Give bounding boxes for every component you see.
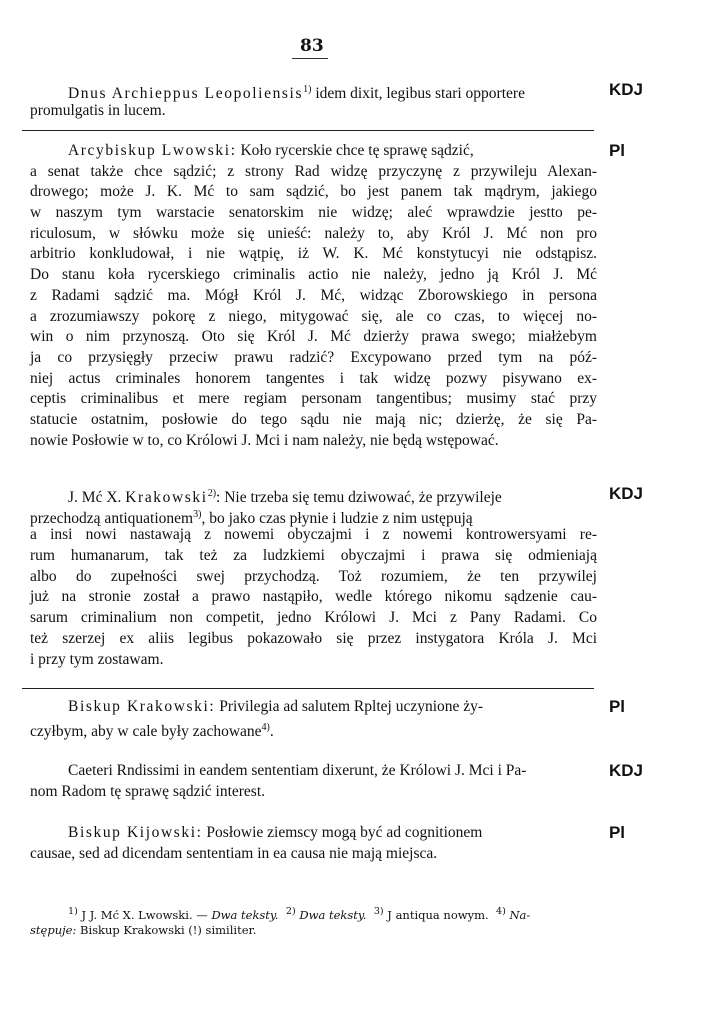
- text-line: [30, 80, 643, 103]
- line-text: Koło rycerskie chce tę sprawę sądzić,: [236, 142, 474, 159]
- paragraph-caeteri: [30, 761, 643, 802]
- text-line: już na stronie został a prawo nastąpiło, wedle którego nikomu sądzenie cau-: [30, 588, 597, 606]
- paragraph-x-krakowski: [30, 484, 643, 670]
- text-line: statucie ostatnim, posłowie do tego sądu nie mają nic; dzierżę, że się Pa-: [30, 410, 597, 428]
- page-number-rule: [292, 58, 328, 59]
- footnote-text: J antiqua nowym.: [383, 907, 489, 922]
- text-line: sarum criminalium non competit, jedno Królowi J. Mci z Pany Radami. Co: [30, 609, 597, 627]
- paragraph-biskup-krakowski: [30, 697, 625, 740]
- speaker-name: Biskup Krakowski:: [68, 698, 216, 715]
- margin-marker: Pl: [608, 697, 625, 716]
- footnote-ref: 2): [207, 488, 217, 499]
- line-text: .: [269, 722, 274, 740]
- paragraph-biskup-kijowski: [30, 823, 625, 864]
- text-line: Do stanu koła rycerskiego criminalis actio nie należy, jedno ją Król J. Mć: [30, 266, 597, 284]
- page-number: 83: [300, 36, 324, 56]
- footnote-mark: 3): [373, 906, 384, 917]
- footnote-italic: stępuje:: [30, 923, 77, 937]
- text-line: causae, sed ad dicendam sententiam in ea causa nie mają miejsca.: [30, 844, 438, 862]
- line-text: Posłowie ziemscy mogą być ad cognitionem: [202, 824, 483, 841]
- speaker-prefix: J. Mć X.: [68, 489, 126, 507]
- text-line: ja co przysięgły przeciw prawu radzić? Excypowano przed tym na póź-: [30, 348, 597, 366]
- footnote-italic: Dwa teksty.: [211, 907, 279, 922]
- margin-marker: Pl: [608, 823, 625, 842]
- separator-rule: [22, 688, 594, 689]
- line-text: Privilegia ad salutem Rpltej uczynione ży-: [215, 698, 484, 715]
- separator-rule: [22, 130, 594, 131]
- text-line: arbitrio konkludował, i nie wątpię, iż W. K. Mć konstytucyi nie odstąpisz.: [30, 245, 597, 263]
- text-line: z Radami sądzić ma. Mógł Król J. Mć, widząc Zborowskiego in persona: [30, 286, 597, 304]
- text-line: promulgatis in lucem.: [30, 101, 166, 119]
- text-line: [30, 505, 597, 526]
- footnote-italic: Na-: [509, 907, 531, 922]
- speaker-name: Biskup Kijowski:: [68, 824, 203, 841]
- text-line: [30, 718, 597, 739]
- margin-marker: KDJ: [608, 484, 643, 503]
- footnote-mark: 4): [495, 906, 506, 917]
- margin-marker: KDJ: [608, 80, 643, 99]
- text-line: niej actus criminales honorem tangentes i tak widzę pozwy pisywano ex-: [30, 369, 597, 387]
- text-line: a senat także chce sądzić; z strony Rad widzę przyczynę z przywileju Alexan-: [30, 162, 597, 180]
- margin-marker: KDJ: [608, 761, 643, 780]
- line-text: przechodzą antiquationem: [30, 509, 194, 527]
- footnote-line: [68, 902, 595, 921]
- paragraph-archbishop-lwow: [30, 141, 625, 451]
- line-text: , bo jako czas płynie i ludzie z nim ustępują: [201, 509, 473, 527]
- text-line: [30, 823, 625, 844]
- text-line: drowego; może J. K. Mć to sam sądzić, bo jest panem tak mądrym, jakiego: [30, 183, 597, 201]
- speaker-name: Dnus Archieppus Leopoliensis: [68, 85, 304, 103]
- footnote-text: J J. Mć X. Lwowski. —: [77, 907, 212, 922]
- line-text: idem dixit, legibus stari opportere: [311, 85, 525, 103]
- text-line: i przy tym zostawam.: [30, 650, 164, 668]
- text-line: win o nim przynoszą. Oto się Król J. Mć dzierży prawa swego; miałżebym: [30, 328, 597, 346]
- footnote-line: [30, 921, 595, 940]
- text-line: a insi nowi nastawają z nowemi obyczajmi i z nowemi kontrowersyami re-: [30, 526, 597, 544]
- text-line: [30, 484, 643, 507]
- text-line: ceptis criminalibus et mere regiam personam tangentibus; musimy stać przy: [30, 390, 597, 408]
- footnote-text: Biskup Krakowski (!) similiter.: [76, 923, 257, 937]
- text-line: nowie Posłowie w to, co Królowi J. Mci i nam należy, nie będą wstępować.: [30, 431, 499, 449]
- footnote-ref: 1): [303, 84, 312, 95]
- text-line: [30, 697, 625, 718]
- text-line: [30, 761, 643, 782]
- margin-marker: Pl: [608, 141, 625, 160]
- text-line: [30, 141, 625, 162]
- footnote-mark: 2): [285, 906, 296, 917]
- text-line: w naszym tym warstacie senatorskim nie widzę; aleć wprawdzie jestto pe-: [30, 204, 597, 222]
- line-text: Caeteri Rndissimi in eandem sententiam dixerunt, że Królowi J. Mci i Pa-: [68, 762, 527, 779]
- text-line: a zrozumiawszy pokorę z niego, mitygować się, ale co czas, to więcej no-: [30, 307, 597, 325]
- speaker-name: Arcybiskup Lwowski:: [68, 142, 237, 159]
- footnote-ref: 3): [193, 508, 202, 520]
- text-line: nom Radom tę sprawę sądzić interest.: [30, 782, 266, 800]
- footnotes: [30, 902, 595, 940]
- paragraph-archbishop-latin: [30, 80, 643, 121]
- line-text: : Nie trzeba się temu dziwować, że przywileje: [216, 489, 502, 507]
- text-line: riculosum, w słówku może się unieść: należy to, aby Król J. Mć non pro: [30, 224, 597, 242]
- footnote-ref: 4): [261, 721, 270, 733]
- text-line: rum humanarum, tak też za ludzkiemi obyczajmi i prawa się odmieniają: [30, 547, 597, 565]
- text-line: albo do zupełności swej przychodzą. Toż rozumiem, że ten przywilej: [30, 567, 597, 585]
- line-text: czyłbym, aby w cale były zachowane: [30, 722, 262, 740]
- text-line: też szerzej ex aliis legibus pokazowało się przez instygatora Króla J. Mci: [30, 629, 597, 647]
- footnote-mark: 1): [68, 906, 78, 917]
- footnote-italic: Dwa teksty.: [299, 907, 367, 922]
- speaker-name: Krakowski: [125, 489, 208, 507]
